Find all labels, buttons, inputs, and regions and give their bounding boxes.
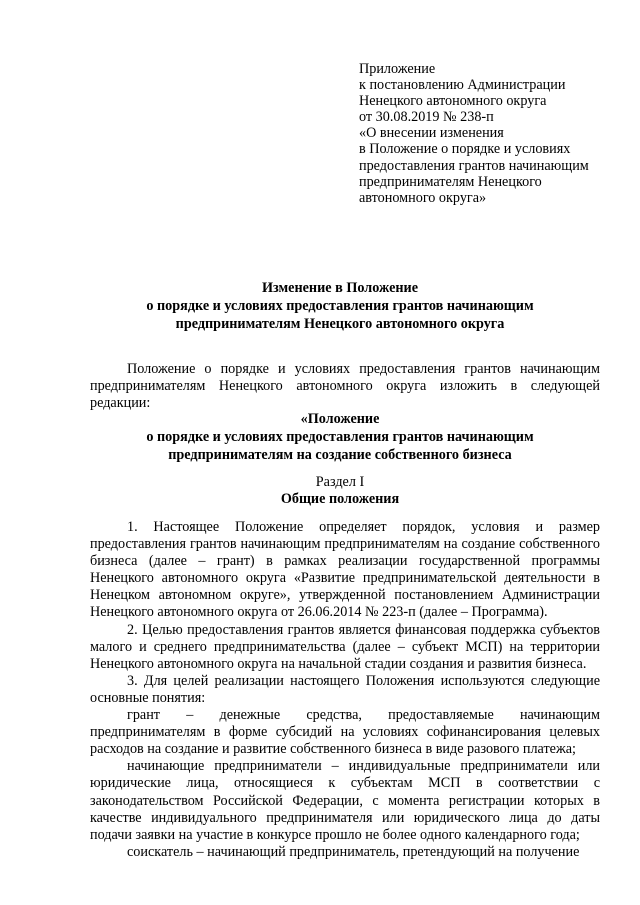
paragraph: начинающие предприниматели – индивидуальные предприниматели или юридические лица, относящиеся к субъектам МСП в соответствии с законодательством Российской Федерации, с момента регистрации которых в качестве индивидуального предпринимателя или юридического лица до даты подачи заявки на участие в конкурсе прошло не более одного календарного года; <box>90 758 600 843</box>
change-title-line: о порядке и условиях предоставления грантов начинающим <box>146 298 534 314</box>
section-number: Раздел I <box>315 474 365 490</box>
section-name: Общие положения <box>280 491 400 507</box>
regulation-title <box>40 410 640 464</box>
appendix-line: автономного округа» <box>359 189 487 206</box>
appendix-line: от 30.08.2019 № 238-п <box>359 109 494 126</box>
intro-text: Положение о порядке и условиях предоставления грантов начинающим предпринимателям Ненецкого автономного округа изложить в следующей редакции: <box>90 361 600 412</box>
intro-paragraph <box>90 361 600 412</box>
regulation-title-line: о порядке и условиях предоставления грантов начинающим <box>146 429 534 445</box>
paragraph: 2. Целью предоставления грантов является финансовая поддержка субъектов малого и среднего предпринимательства (далее – субъект МСП) на территории Ненецкого автономного округа на начальной стадии создания и развития бизнеса. <box>90 621 600 672</box>
regulation-title-line: предпринимателям на создание собственного бизнеса <box>168 447 512 463</box>
appendix-line: «О внесении изменения <box>359 125 504 142</box>
appendix-line: Приложение <box>359 61 436 77</box>
appendix-header <box>359 61 619 206</box>
paragraph: грант – денежные средства, предоставляемые начинающим предпринимателям в форме субсидий на условиях софинансирования целевых расходов на создание и развитие собственного бизнеса в виде разового платежа; <box>90 707 600 758</box>
appendix-line: в Положение о порядке и условиях <box>359 141 571 158</box>
paragraph: 3. Для целей реализации настоящего Положения используются следующие основные понятия: <box>90 672 600 706</box>
paragraph: 1. Настоящее Положение определяет порядок, условия и размер предоставления грантов начинающим предпринимателям на создание собственного бизнеса (далее – грант) в рамках реализации государственной программы Ненецкого автономного округа «Развитие предпринимательской деятельности в Ненецком автономном округе», утвержденной постановлением Администрации Ненецкого автономного округа от 26.06.2014 № 223-п (далее – Программа). <box>90 519 600 621</box>
section-body <box>90 519 600 861</box>
change-title-line: Изменение в Положение <box>261 280 419 296</box>
change-title <box>40 279 640 333</box>
regulation-title-line: «Положение <box>300 411 380 427</box>
appendix-line: предоставления грантов начинающим <box>359 157 589 174</box>
paragraph: соискатель – начинающий предприниматель, претендующий на получение <box>127 843 580 860</box>
section-heading <box>40 474 640 508</box>
appendix-line: предпринимателям Ненецкого <box>359 173 542 190</box>
change-title-line: предпринимателям Ненецкого автономного округа <box>175 316 505 332</box>
appendix-line: Ненецкого автономного округа <box>359 93 547 110</box>
appendix-line: к постановлению Администрации <box>359 77 566 94</box>
